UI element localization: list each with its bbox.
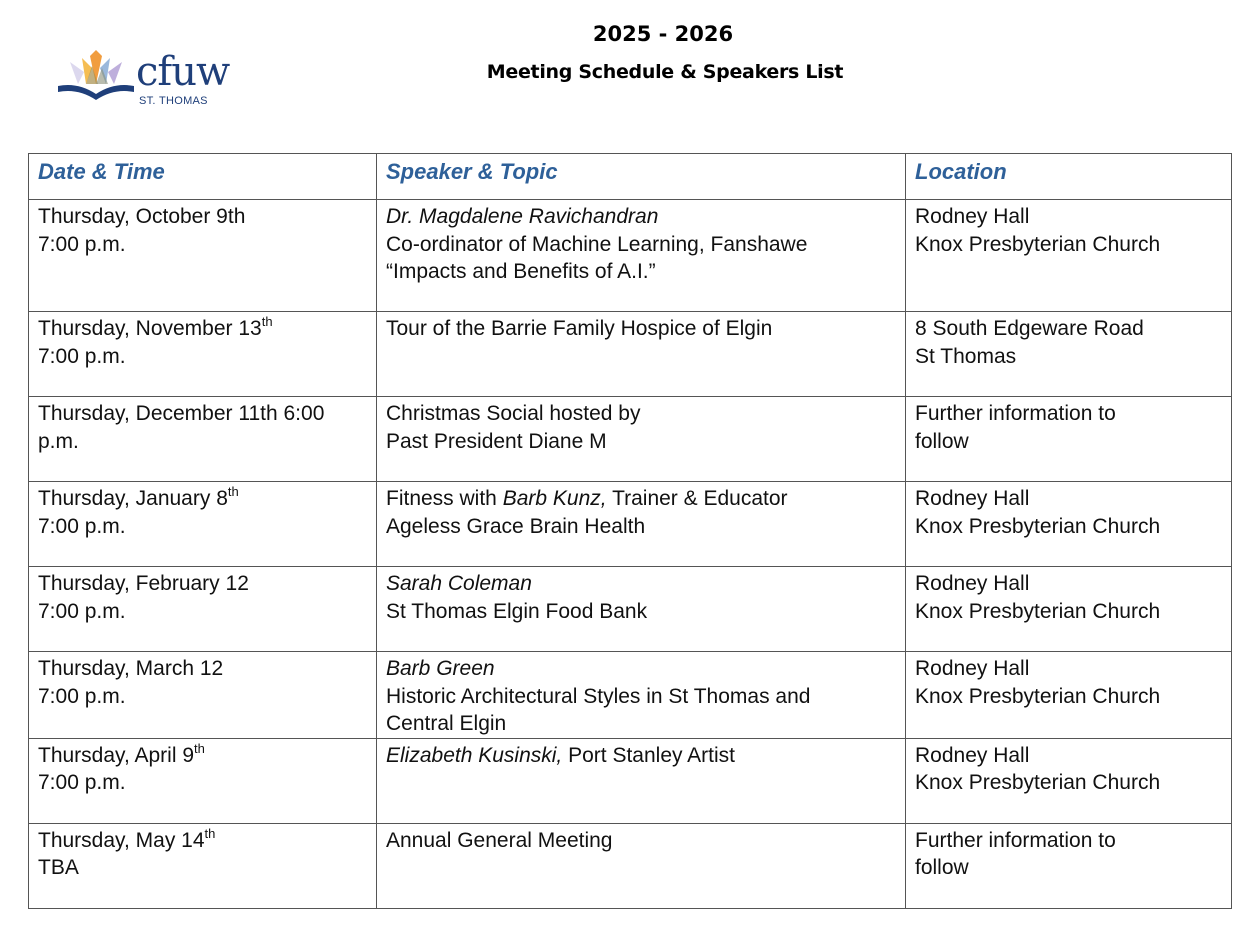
- speaker-topic-line: [386, 598, 896, 626]
- speaker-topic-cell: [377, 738, 906, 823]
- date-time-cell: [29, 397, 377, 482]
- speaker-topic-line: [386, 203, 896, 231]
- table-row: [29, 652, 1232, 739]
- topic-text: Fitness with: [386, 487, 503, 510]
- topic-text: St Thomas Elgin Food Bank: [386, 599, 648, 623]
- location-line: Knox Presbyterian Church: [915, 684, 1161, 708]
- speaker-topic-line: [386, 315, 896, 343]
- location-line: 8 South Edgeware Road: [915, 317, 1144, 340]
- speaker-name: Elizabeth Kusinski,: [386, 743, 563, 767]
- location-line: Further information to: [915, 828, 1116, 852]
- location-cell: [906, 482, 1232, 567]
- meeting-time: 7:00 p.m.: [38, 771, 126, 794]
- location-line: Rodney Hall: [915, 743, 1030, 767]
- topic-text: Annual General Meeting: [386, 828, 613, 852]
- location-line: follow: [915, 429, 969, 453]
- date-time-cell: [29, 652, 377, 739]
- location-line: Knox Presbyterian Church: [915, 771, 1161, 794]
- location-cell: [906, 200, 1232, 312]
- topic-text: Ageless Grace Brain Health: [386, 514, 646, 538]
- date-time-cell: [29, 200, 377, 312]
- table-row: [29, 200, 1232, 312]
- meeting-date: [38, 570, 367, 598]
- location-line: St Thomas: [915, 344, 1017, 368]
- table-header-row: [29, 154, 1232, 200]
- location-cell: [906, 397, 1232, 482]
- logo-wordmark: cfuw: [136, 49, 230, 95]
- meeting-date-text: Thursday, January 8: [38, 487, 228, 510]
- location-line: Further information to: [915, 402, 1116, 425]
- meeting-date-text: Thursday, October 9th: [38, 205, 246, 228]
- topic-text: Past President Diane M: [386, 429, 607, 453]
- speaker-name: Dr. Magdalene Ravichandran: [386, 205, 659, 228]
- location-line: Knox Presbyterian Church: [915, 599, 1161, 623]
- logo-subtitle: ST. THOMAS: [139, 95, 208, 107]
- table-row: [29, 823, 1232, 908]
- meeting-date: [38, 203, 367, 231]
- meeting-date-text: Thursday, February 12: [38, 572, 249, 595]
- table-row: [29, 482, 1232, 567]
- speaker-topic-line: [386, 485, 896, 513]
- column-header-date: Date & Time: [29, 154, 377, 200]
- topic-text: Trainer & Educator: [606, 487, 788, 510]
- speaker-name: Barb Kunz,: [502, 487, 607, 510]
- meeting-time: TBA: [38, 856, 79, 879]
- speaker-topic-line: [386, 710, 896, 738]
- topic-text: Tour of the Barrie Family Hospice of Elgin: [386, 317, 773, 340]
- location-cell: [906, 652, 1232, 739]
- topic-text: Port Stanley Artist: [562, 743, 736, 767]
- meeting-date-text: Thursday, April 9: [38, 743, 195, 767]
- location-line: Knox Presbyterian Church: [915, 232, 1161, 256]
- speaker-topic-cell: [377, 652, 906, 739]
- meeting-date-text: Thursday, May 14: [38, 828, 205, 852]
- speaker-topic-cell: [377, 482, 906, 567]
- meeting-time: 7:00 p.m.: [38, 514, 126, 538]
- meeting-time: 7:00 p.m.: [38, 232, 126, 256]
- speaker-topic-cell: [377, 200, 906, 312]
- location-line: Rodney Hall: [915, 572, 1030, 595]
- meeting-date: [38, 400, 367, 428]
- speaker-name: Sarah Coleman: [386, 572, 532, 595]
- meeting-time: 7:00 p.m.: [38, 599, 126, 623]
- speaker-topic-line: [386, 742, 896, 770]
- page-title: Meeting Schedule & Speakers List: [486, 61, 844, 83]
- table-row: [29, 738, 1232, 823]
- speaker-topic-line: [386, 570, 896, 598]
- date-time-cell: [29, 312, 377, 397]
- table-row: [29, 397, 1232, 482]
- table-row: [29, 312, 1232, 397]
- location-line: follow: [915, 856, 969, 879]
- topic-text: Historic Architectural Styles in St Thomas and: [386, 684, 811, 708]
- speaker-topic-cell: [377, 312, 906, 397]
- date-ordinal-suffix: th: [194, 740, 205, 756]
- location-line: Rodney Hall: [915, 657, 1030, 680]
- speaker-topic-line: [386, 428, 896, 456]
- speaker-topic-cell: [377, 823, 906, 908]
- speaker-topic-line: [386, 231, 896, 259]
- date-time-cell: [29, 567, 377, 652]
- location-line: Rodney Hall: [915, 487, 1030, 510]
- meeting-date-text: Thursday, December 11th 6:00: [38, 402, 325, 425]
- location-cell: [906, 312, 1232, 397]
- speaker-topic-line: [386, 827, 896, 855]
- topic-text: Central Elgin: [386, 712, 507, 735]
- location-cell: [906, 567, 1232, 652]
- speaker-topic-line: [386, 655, 896, 683]
- speaker-name: Barb Green: [386, 657, 495, 680]
- topic-text: Christmas Social hosted by: [386, 402, 641, 425]
- table-row: [29, 567, 1232, 652]
- speaker-topic-line: [386, 400, 896, 428]
- meeting-time: 7:00 p.m.: [38, 344, 126, 368]
- schedule-table: [28, 153, 1232, 909]
- date-time-cell: [29, 482, 377, 567]
- location-line: Rodney Hall: [915, 205, 1030, 228]
- speaker-topic-line: [386, 513, 896, 541]
- meeting-date-text: Thursday, November 13: [38, 317, 262, 340]
- column-header-location: Location: [906, 154, 1232, 200]
- topic-text: Co-ordinator of Machine Learning, Fanshawe: [386, 232, 808, 256]
- date-ordinal-suffix: th: [204, 825, 216, 841]
- date-time-cell: [29, 738, 377, 823]
- meeting-date: [38, 827, 367, 855]
- meeting-time: p.m.: [38, 429, 79, 453]
- meeting-time: 7:00 p.m.: [38, 684, 126, 708]
- speaker-topic-cell: [377, 397, 906, 482]
- date-ordinal-suffix: th: [261, 314, 273, 329]
- meeting-date: [38, 742, 367, 770]
- schedule-year: 2025 - 2026: [592, 22, 734, 46]
- date-time-cell: [29, 823, 377, 908]
- speaker-topic-line: [386, 258, 896, 286]
- meeting-date: [38, 485, 367, 513]
- meeting-date-text: Thursday, March 12: [38, 657, 224, 680]
- meeting-date: [38, 315, 367, 343]
- location-cell: [906, 738, 1232, 823]
- meeting-date: [38, 655, 367, 683]
- location-cell: [906, 823, 1232, 908]
- topic-text: “Impacts and Benefits of A.I.”: [386, 260, 656, 283]
- speaker-topic-cell: [377, 567, 906, 652]
- date-ordinal-suffix: th: [227, 484, 239, 499]
- column-header-speaker: Speaker & Topic: [377, 154, 906, 200]
- speaker-topic-line: [386, 683, 896, 711]
- location-line: Knox Presbyterian Church: [915, 514, 1161, 538]
